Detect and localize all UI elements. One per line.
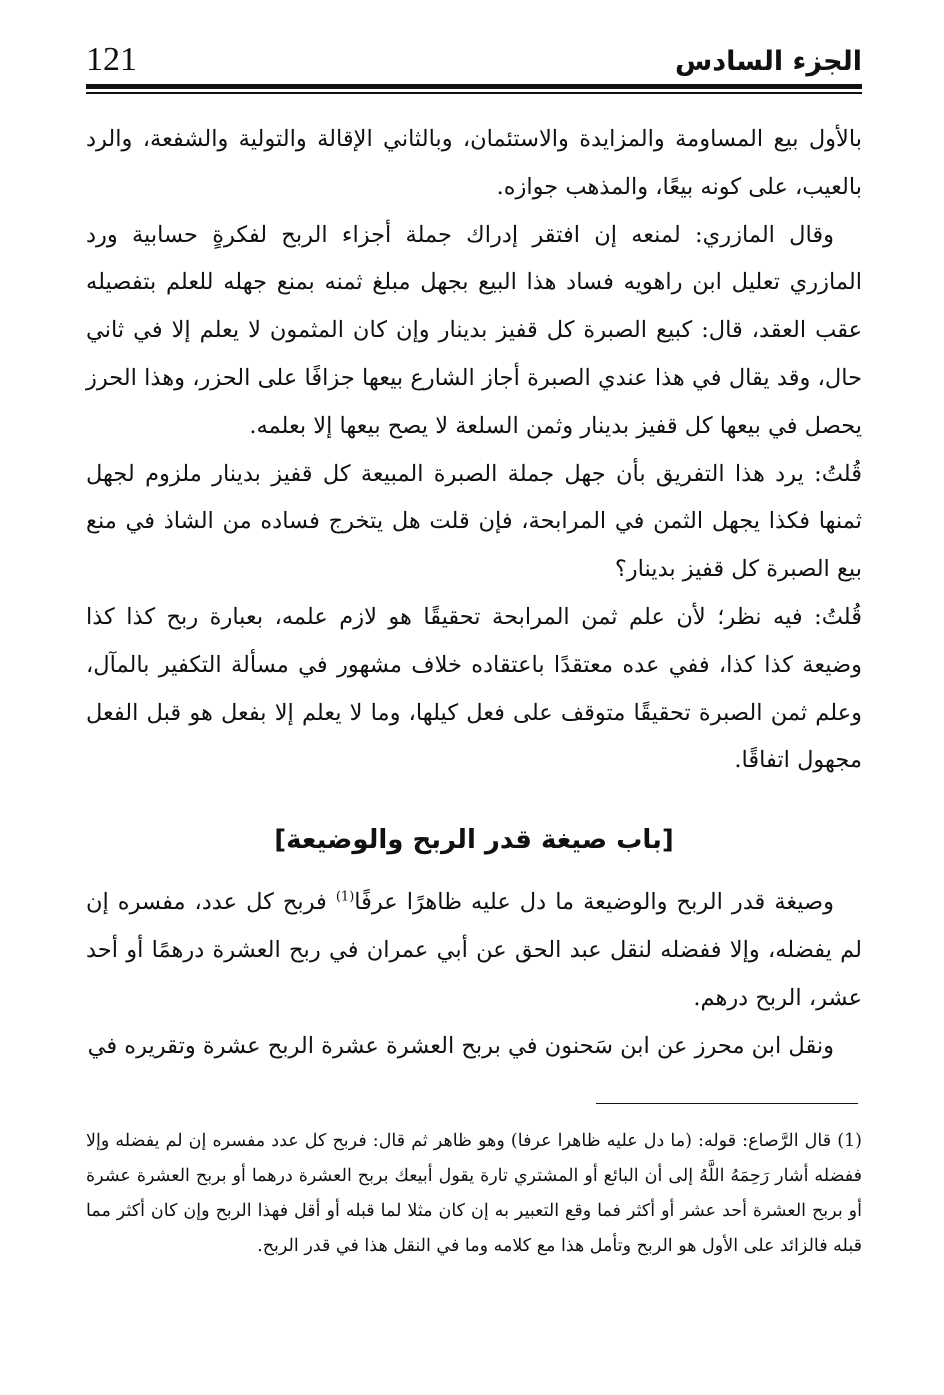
header-rule-thick: [86, 84, 862, 89]
footnote-text: (1) قال الرَّصاع: قوله: (ما دل عليه ظاهرا عرفا) وهو ظاهر ثم قال: فربح كل عدد مفسره إن لم يفضله وإلا ففضله أشار رَحِمَهُ اللَّهُ إلى أن البائع أو المشتري تارة يقول أبيعك بربح العشرة درهما أو بربح العشرة عشرة أو بربح العشرة أحد عشر أو أكثر فما وقع التعبير به إن كان مثلا لما قبله أو أقل فهذا الربح وإن كان أكثر مما قبله فالزائد على الأول هو الربح وتأمل هذا مع كلامه وما في النقل هذا في قدر الربح.: [86, 1131, 862, 1256]
paragraph-text: فربح كل عدد، مفسره إن لم يفضله، وإلا ففضله لنقل عبد الحق عن أبي عمران في ربح العشرة درهمًا أو أحد عشر، الربح درهم.: [86, 889, 862, 1011]
footnote-separator: [596, 1103, 858, 1104]
paragraph: قُلتُ: فيه نظر؛ لأن علم ثمن المرابحة تحقيقًا هو لازم علمه، بعبارة ربح كذا كذا وضيعة كذا كذا، ففي عده معتقدًا باعتقاده خلاف مشهور في مسألة التكفير بالمآل، وعلم ثمن الصبرة تحقيقًا متوقف على فعل كيلها، وما لا يعلم إلا بفعل هو قبل الفعل مجهول اتفاقًا.: [86, 603, 862, 774]
body-text: [86, 116, 862, 1070]
paragraph: [86, 879, 862, 1022]
footnote: [86, 1124, 862, 1264]
paragraph-text: وصيغة قدر الربح والوضيعة ما دل عليه ظاهرًا عرفًا: [354, 889, 835, 916]
paragraph: قُلتُ: يرد هذا التفريق بأن جهل جملة الصبرة المبيعة كل قفيز بدينار ملزوم لجهل ثمنها فكذا يجهل الثمن في المرابحة، فإن قلت هل يتخرج فساده من الشاذ في منع بيع الصبرة كل قفيز بدينار؟: [86, 460, 862, 583]
header-rule-thin: [86, 92, 862, 94]
section-heading: [باب صيغة قدر الربح والوضيعة]: [274, 825, 674, 856]
running-title: الجزء السادس: [675, 46, 862, 77]
page-number: 121: [86, 41, 137, 78]
paragraph: وقال المازري: لمنعه إن افتقر إدراك جملة أجزاء الربح لفكرةٍ حسابية ورد المازري تعليل ابن راهويه فساد هذا البيع بجهل مبلغ ثمنه بمنع جهله للعلم بتفصيله عقب العقد، قال: كبيع الصبرة كل قفيز بدينار وإن كان المثمون لا يعلم إلا في ثاني حال، وقد يقال في هذا عندي الصبرة أجاز الشارع بيعها جزافًا على الحزر، وهذا الحرز يحصل في بيعها كل قفيز بدينار وثمن السلعة لا يصح بيعها إلا بعلمه.: [86, 221, 862, 439]
footnote-reference[interactable]: (1): [335, 889, 355, 905]
page-header: [86, 36, 862, 84]
paragraph: بالأول بيع المساومة والمزايدة والاستئمان، وبالثاني الإقالة والتولية والشفعة، والرد بالعيب، على كونه بيعًا، والمذهب جوازه.: [86, 126, 862, 200]
paragraph: ونقل ابن محرز عن ابن سَحنون في بربح العشرة عشرة الربح عشرة وتقريره في: [87, 1032, 834, 1059]
